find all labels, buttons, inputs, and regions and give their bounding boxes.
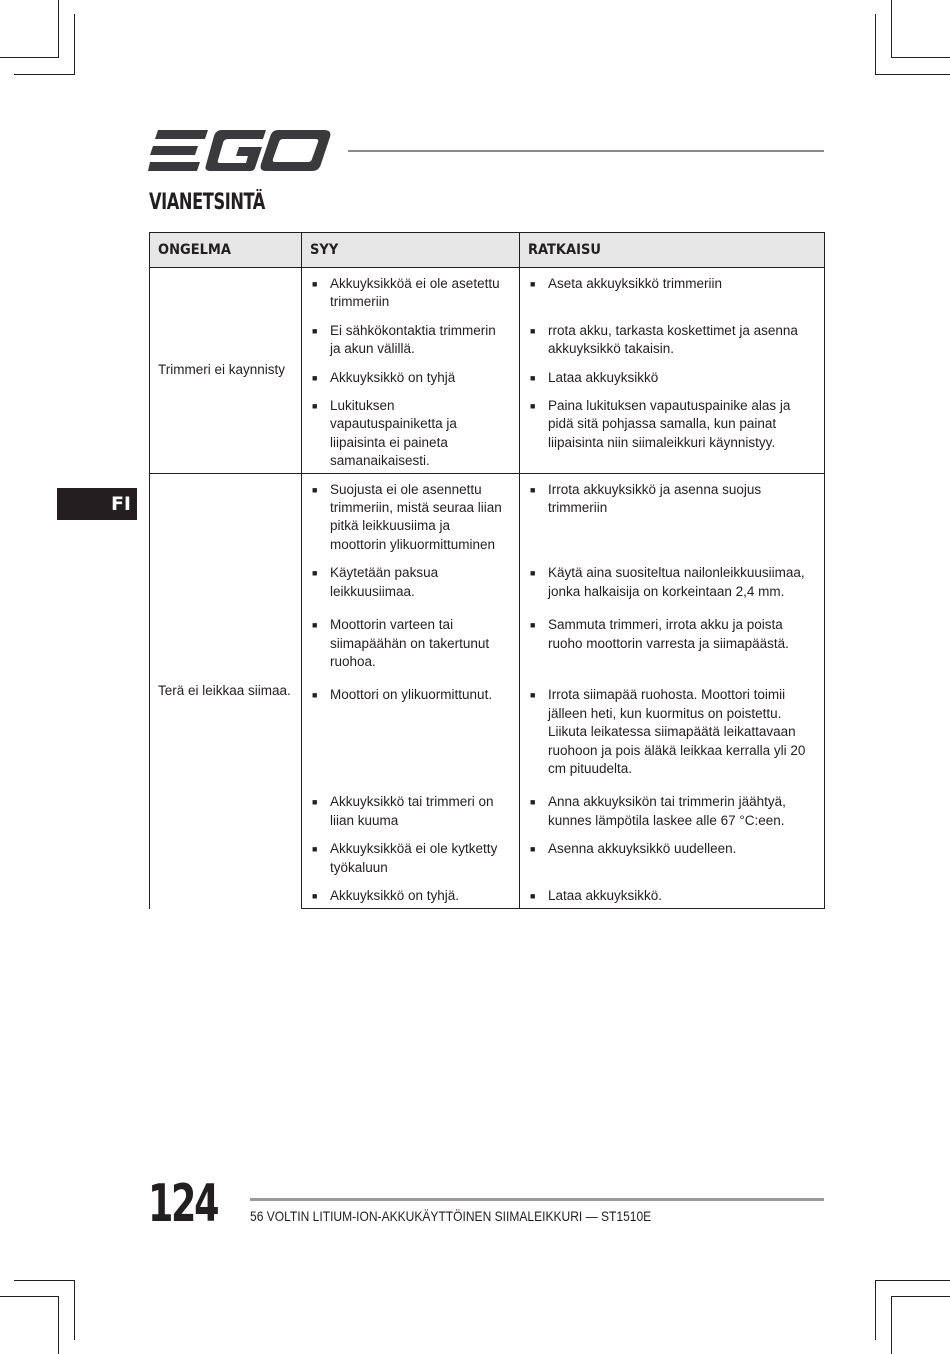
crop-mark (892, 1296, 950, 1297)
bullet-icon: ■ (312, 372, 318, 383)
crop-mark (891, 0, 892, 58)
solution-text: Käytä aina suositeltua nailonleikkuusiimaa, jonka halkaisija on korkeintaan 2,4 mm. (548, 565, 805, 599)
header-cause: SYY (302, 233, 520, 268)
crop-mark (74, 1280, 75, 1340)
solution-cell (520, 788, 825, 835)
bullet-icon: ■ (312, 690, 318, 701)
solution-text: Paina lukituksen vapautuspainike alas ja pidä sitä pohjassa samalla, kun painat liipaisinta niin siimaleikkuri käynnistyy. (548, 398, 791, 450)
page-number: 124 (148, 1174, 218, 1234)
crop-mark (875, 74, 950, 75)
cause-cell (302, 611, 520, 681)
cause-text: Akkuyksikkö on tyhjä (330, 369, 456, 385)
solution-text: Irrota akkuyksikkö ja asenna suojus trimmeriin (548, 481, 762, 516)
crop-mark (74, 14, 75, 74)
crop-mark (14, 74, 75, 75)
crop-mark (875, 14, 876, 74)
bullet-icon: ■ (312, 890, 318, 901)
cause-cell (302, 473, 520, 559)
cause-text: Akkuyksikkö tai trimmeri on liian kuuma (330, 794, 494, 828)
cause-text: Käytetään paksua leikkuusiimaa. (330, 565, 439, 599)
cause-text: Moottorin varteen tai siimapäähän on takertunut ruohoa. (330, 617, 490, 669)
solution-cell (520, 835, 825, 882)
crop-mark (58, 0, 59, 58)
solution-text: Irrota siimapää ruohosta. Moottori toimii jälleen heti, kun kuormitus on poistettu. Liikuta leikatessa siimapäätä leikattavaan ruohoon ja pois äläkä leikkaa kerralla yli 20 cm pituudelta. (548, 687, 806, 776)
cause-cell (302, 317, 520, 364)
header-problem: ONGELMA (150, 233, 302, 268)
bullet-icon: ■ (312, 568, 318, 579)
solution-cell (520, 317, 825, 364)
cause-text: Suojusta ei ole asennettu trimmeriin, mistä seuraa liian pitkä leikkuusiima ja moottorin ylikuormittuminen (330, 481, 502, 552)
bullet-icon: ■ (530, 797, 536, 808)
solution-cell (520, 882, 825, 909)
bullet-icon: ■ (530, 690, 536, 701)
page-title: VIANETSINTÄ (149, 190, 265, 215)
cause-text: Akkuyksikkö on tyhjä. (330, 887, 460, 903)
cause-text: Akkuyksikköä ei ole asetettu trimmeriin (330, 276, 500, 310)
solution-cell (520, 364, 825, 392)
bullet-icon: ■ (312, 620, 318, 631)
bullet-icon: ■ (312, 325, 318, 336)
solution-text: Asenna akkuyksikkö uudelleen. (548, 841, 737, 857)
ego-logo (148, 130, 332, 172)
footer-rule (250, 1198, 824, 1201)
language-tab (57, 488, 137, 520)
table-row (150, 268, 825, 317)
solution-cell (520, 559, 825, 611)
solution-cell (520, 473, 825, 559)
header-rule (348, 150, 824, 152)
bullet-icon: ■ (530, 372, 536, 383)
cause-cell (302, 559, 520, 611)
solution-cell (520, 611, 825, 681)
footer-text: 56 VOLTIN LITIUM-ION-AKKUKÄYTTÖINEN SIIMALEIKKURI — ST1510E (250, 1208, 652, 1224)
solution-text: Sammuta trimmeri, irrota akku ja poista ruoho moottorin varresta ja siimapäästä. (548, 617, 789, 651)
bullet-icon: ■ (530, 620, 536, 631)
solution-cell (520, 392, 825, 473)
bullet-icon: ■ (530, 279, 536, 289)
crop-mark (875, 1280, 950, 1281)
cause-cell (302, 364, 520, 392)
cause-text: Moottori on ylikuormittunut. (330, 687, 493, 703)
crop-mark (891, 1296, 892, 1354)
solution-cell (520, 681, 825, 788)
problem-cell: Terä ei leikkaa siimaa. (150, 473, 302, 909)
crop-mark (875, 1280, 876, 1340)
bullet-icon: ■ (312, 797, 318, 808)
cause-cell (302, 882, 520, 909)
troubleshooting-table (149, 232, 825, 909)
cause-text: Ei sähkökontaktia trimmerin ja akun välillä. (330, 322, 496, 357)
solution-cell (520, 268, 825, 317)
cause-cell (302, 835, 520, 882)
cause-text: Akkuyksikköä ei ole kytketty työkaluun (330, 841, 498, 875)
bullet-icon: ■ (312, 484, 318, 495)
cause-text: Lukituksen vapautuspainiketta ja liipaisinta ei paineta samanaikaisesti. (330, 398, 457, 469)
crop-mark (0, 57, 58, 58)
crop-mark (58, 1296, 59, 1354)
cause-cell (302, 681, 520, 788)
cause-cell (302, 788, 520, 835)
crop-mark (14, 1280, 75, 1281)
bullet-icon: ■ (312, 844, 318, 855)
bullet-icon: ■ (530, 890, 536, 901)
bullet-icon: ■ (530, 844, 536, 855)
crop-mark (0, 1296, 58, 1297)
solution-text: Aseta akkuyksikkö trimmeriin (548, 276, 723, 291)
bullet-icon: ■ (530, 401, 536, 412)
table-row (150, 473, 825, 559)
cause-cell (302, 392, 520, 473)
problem-cell: Trimmeri ei kaynnisty (150, 268, 302, 474)
solution-text: Lataa akkuyksikkö (548, 369, 659, 385)
bullet-icon: ■ (312, 279, 318, 289)
header-solution: RATKAISU (520, 233, 825, 268)
table-header-row (150, 233, 825, 268)
bullet-icon: ■ (530, 484, 536, 495)
language-code: FI (110, 493, 131, 515)
crop-mark (892, 57, 950, 58)
bullet-icon: ■ (312, 401, 318, 412)
cause-cell (302, 268, 520, 317)
solution-text: Lataa akkuyksikkö. (548, 887, 663, 903)
solution-text: rrota akku, tarkasta koskettimet ja asenna akkuyksikkö takaisin. (548, 322, 798, 357)
bullet-icon: ■ (530, 325, 536, 336)
solution-text: Anna akkuyksikön tai trimmerin jäähtyä, kunnes lämpötila laskee alle 67 °C:een. (548, 794, 786, 828)
bullet-icon: ■ (530, 568, 536, 579)
